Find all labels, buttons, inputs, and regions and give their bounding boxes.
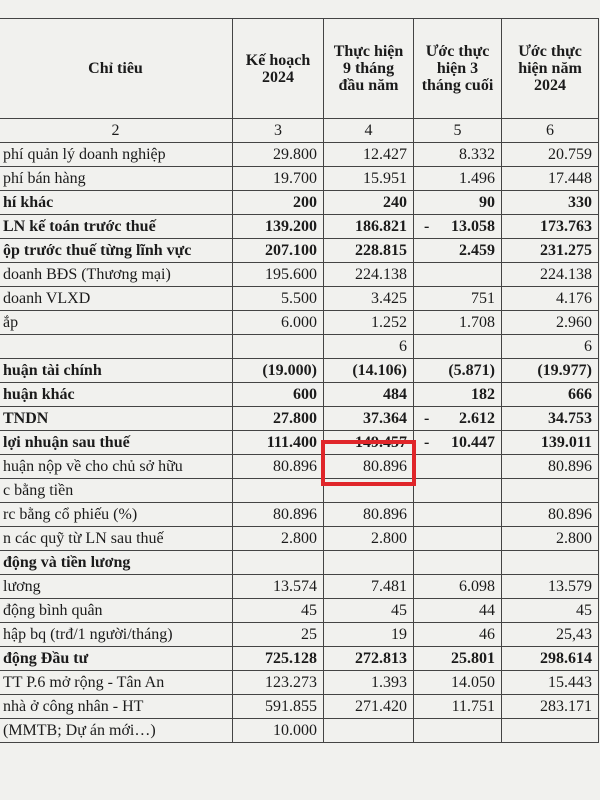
value-uoc-3-thang	[414, 167, 502, 191]
value-thuc-hien-9-thang: 271.420	[324, 695, 414, 719]
row-label: doanh VLXD	[0, 287, 233, 311]
value-text: 90	[479, 193, 495, 211]
row-label: phí quản lý doanh nghiệp	[0, 143, 233, 167]
header-chi-tieu: Chỉ tiêu	[0, 19, 233, 119]
row-label: TNDN	[0, 407, 233, 431]
value-uoc-nam: 173.763	[502, 215, 599, 239]
value-thuc-hien-9-thang: 1.393	[324, 671, 414, 695]
value-ke-hoach: 13.574	[233, 575, 324, 599]
row-label: lợi nhuận sau thuế	[0, 431, 233, 455]
column-number: 6	[502, 119, 599, 143]
value-ke-hoach: 200	[233, 191, 324, 215]
value-uoc-nam	[502, 719, 599, 743]
value-uoc-3-thang	[414, 671, 502, 695]
value-text: (5.871)	[448, 361, 495, 379]
value-uoc-3-thang	[414, 599, 502, 623]
value-uoc-3-thang	[414, 623, 502, 647]
row-label: doanh BĐS (Thương mại)	[0, 263, 233, 287]
value-uoc-3-thang	[414, 527, 502, 551]
value-ke-hoach: 19.700	[233, 167, 324, 191]
value-uoc-nam: 2.800	[502, 527, 599, 551]
table-row	[0, 383, 599, 407]
value-uoc-nam: 231.275	[502, 239, 599, 263]
value-uoc-nam: 34.753	[502, 407, 599, 431]
value-text: 44	[479, 601, 495, 619]
value-text: 182	[471, 385, 495, 403]
value-uoc-3-thang	[414, 575, 502, 599]
value-ke-hoach: 45	[233, 599, 324, 623]
table-row	[0, 311, 599, 335]
table-row	[0, 671, 599, 695]
table-row	[0, 479, 599, 503]
value-uoc-nam: 283.171	[502, 695, 599, 719]
table-row	[0, 527, 599, 551]
value-uoc-nam: 20.759	[502, 143, 599, 167]
value-text: 2.612	[459, 409, 495, 427]
value-text: 10.447	[451, 433, 495, 451]
value-ke-hoach: 207.100	[233, 239, 324, 263]
value-ke-hoach	[233, 335, 324, 359]
value-uoc-nam: 330	[502, 191, 599, 215]
value-ke-hoach: (19.000)	[233, 359, 324, 383]
value-thuc-hien-9-thang: 15.951	[324, 167, 414, 191]
row-label: nhà ở công nhân - HT	[0, 695, 233, 719]
value-uoc-3-thang	[414, 431, 502, 455]
table-row	[0, 167, 599, 191]
value-ke-hoach: 80.896	[233, 503, 324, 527]
value-uoc-3-thang	[414, 719, 502, 743]
value-thuc-hien-9-thang: 7.481	[324, 575, 414, 599]
financial-table	[0, 18, 599, 743]
value-uoc-nam: 80.896	[502, 455, 599, 479]
value-uoc-3-thang	[414, 695, 502, 719]
table-row	[0, 431, 599, 455]
column-number: 5	[414, 119, 502, 143]
table-row	[0, 647, 599, 671]
row-label: huận tài chính	[0, 359, 233, 383]
value-thuc-hien-9-thang: 2.800	[324, 527, 414, 551]
value-uoc-nam: 666	[502, 383, 599, 407]
value-thuc-hien-9-thang: 272.813	[324, 647, 414, 671]
value-thuc-hien-9-thang: 484	[324, 383, 414, 407]
table-row	[0, 215, 599, 239]
value-thuc-hien-9-thang: 224.138	[324, 263, 414, 287]
header-ke-hoach: Kế hoạch 2024	[233, 19, 324, 119]
value-uoc-nam: 298.614	[502, 647, 599, 671]
table-row	[0, 359, 599, 383]
value-ke-hoach: 591.855	[233, 695, 324, 719]
value-ke-hoach: 600	[233, 383, 324, 407]
header-row	[0, 19, 599, 119]
value-uoc-3-thang	[414, 215, 502, 239]
value-ke-hoach: 195.600	[233, 263, 324, 287]
value-thuc-hien-9-thang: 45	[324, 599, 414, 623]
value-uoc-nam	[502, 479, 599, 503]
table-row	[0, 599, 599, 623]
table-row	[0, 623, 599, 647]
table-row	[0, 719, 599, 743]
value-ke-hoach: 29.800	[233, 143, 324, 167]
row-label: huận khác	[0, 383, 233, 407]
table-row	[0, 335, 599, 359]
value-uoc-nam	[502, 551, 599, 575]
value-uoc-nam: 139.011	[502, 431, 599, 455]
value-uoc-3-thang	[414, 311, 502, 335]
value-uoc-3-thang	[414, 263, 502, 287]
value-text: 1.496	[459, 169, 495, 187]
row-label: lương	[0, 575, 233, 599]
row-label: TT P.6 mở rộng - Tân An	[0, 671, 233, 695]
column-number-row	[0, 119, 599, 143]
value-text: 25.801	[451, 649, 495, 667]
value-text: 2.459	[459, 241, 495, 259]
value-uoc-nam: 224.138	[502, 263, 599, 287]
negative-dash: -	[424, 433, 430, 451]
value-uoc-3-thang	[414, 503, 502, 527]
value-text: 11.751	[451, 697, 495, 715]
row-label: n các quỹ từ LN sau thuế	[0, 527, 233, 551]
table-row	[0, 575, 599, 599]
row-label: LN kế toán trước thuế	[0, 215, 233, 239]
value-thuc-hien-9-thang: 6	[324, 335, 414, 359]
value-uoc-nam: 6	[502, 335, 599, 359]
value-uoc-nam: 15.443	[502, 671, 599, 695]
value-uoc-nam: 4.176	[502, 287, 599, 311]
value-uoc-3-thang	[414, 647, 502, 671]
table-row	[0, 191, 599, 215]
value-thuc-hien-9-thang: 3.425	[324, 287, 414, 311]
value-thuc-hien-9-thang: 149.457	[324, 431, 414, 455]
row-label: rc bằng cổ phiếu (%)	[0, 503, 233, 527]
value-ke-hoach: 80.896	[233, 455, 324, 479]
value-ke-hoach: 2.800	[233, 527, 324, 551]
row-label: hí khác	[0, 191, 233, 215]
value-text: 8.332	[459, 145, 495, 163]
column-number: 4	[324, 119, 414, 143]
value-thuc-hien-9-thang: 37.364	[324, 407, 414, 431]
value-uoc-3-thang	[414, 407, 502, 431]
value-uoc-3-thang	[414, 551, 502, 575]
row-label: huận nộp về cho chủ sở hữu	[0, 455, 233, 479]
row-label: c bằng tiền	[0, 479, 233, 503]
value-text: 751	[471, 289, 495, 307]
value-uoc-3-thang	[414, 335, 502, 359]
value-ke-hoach: 139.200	[233, 215, 324, 239]
value-uoc-nam: 80.896	[502, 503, 599, 527]
value-thuc-hien-9-thang: (14.106)	[324, 359, 414, 383]
value-ke-hoach: 725.128	[233, 647, 324, 671]
value-uoc-3-thang	[414, 191, 502, 215]
value-thuc-hien-9-thang: 80.896	[324, 503, 414, 527]
row-label	[0, 335, 233, 359]
table-row	[0, 551, 599, 575]
header-uoc-3-thang: Ước thực hiện 3 tháng cuối	[414, 19, 502, 119]
row-label: ắp	[0, 311, 233, 335]
value-thuc-hien-9-thang	[324, 719, 414, 743]
value-ke-hoach: 111.400	[233, 431, 324, 455]
header-uoc-nam: Ước thực hiện năm 2024	[502, 19, 599, 119]
table-row	[0, 455, 599, 479]
row-label: động Đầu tư	[0, 647, 233, 671]
value-uoc-nam: 45	[502, 599, 599, 623]
value-uoc-nam: 25,43	[502, 623, 599, 647]
value-uoc-3-thang	[414, 359, 502, 383]
row-label: động và tiền lương	[0, 551, 233, 575]
value-text: 1.708	[459, 313, 495, 331]
value-text: 46	[479, 625, 495, 643]
row-label: ộp trước thuế từng lĩnh vực	[0, 239, 233, 263]
value-uoc-nam: 17.448	[502, 167, 599, 191]
value-thuc-hien-9-thang	[324, 551, 414, 575]
value-text: 13.058	[451, 217, 495, 235]
value-text: 14.050	[451, 673, 495, 691]
table-row	[0, 695, 599, 719]
value-thuc-hien-9-thang: 19	[324, 623, 414, 647]
column-number: 3	[233, 119, 324, 143]
value-ke-hoach	[233, 479, 324, 503]
value-thuc-hien-9-thang: 80.896	[324, 455, 414, 479]
row-label: động bình quân	[0, 599, 233, 623]
value-ke-hoach: 27.800	[233, 407, 324, 431]
table-row	[0, 239, 599, 263]
value-uoc-3-thang	[414, 239, 502, 263]
value-thuc-hien-9-thang: 240	[324, 191, 414, 215]
value-thuc-hien-9-thang: 12.427	[324, 143, 414, 167]
value-thuc-hien-9-thang: 186.821	[324, 215, 414, 239]
value-uoc-nam: 2.960	[502, 311, 599, 335]
table-row	[0, 263, 599, 287]
value-uoc-nam: (19.977)	[502, 359, 599, 383]
value-thuc-hien-9-thang: 228.815	[324, 239, 414, 263]
table-row	[0, 503, 599, 527]
value-uoc-3-thang	[414, 455, 502, 479]
header-thuc-hien-9-thang: Thực hiện 9 tháng đầu năm	[324, 19, 414, 119]
value-uoc-3-thang	[414, 143, 502, 167]
row-label: hập bq (trđ/1 người/tháng)	[0, 623, 233, 647]
table-row	[0, 143, 599, 167]
value-ke-hoach: 10.000	[233, 719, 324, 743]
value-uoc-3-thang	[414, 479, 502, 503]
value-uoc-3-thang	[414, 383, 502, 407]
table-row	[0, 287, 599, 311]
table-body	[0, 119, 599, 743]
negative-dash: -	[424, 217, 430, 235]
value-ke-hoach	[233, 551, 324, 575]
value-ke-hoach: 6.000	[233, 311, 324, 335]
value-uoc-3-thang	[414, 287, 502, 311]
row-label: (MMTB; Dự án mới…)	[0, 719, 233, 743]
value-ke-hoach: 123.273	[233, 671, 324, 695]
highlight-box	[321, 440, 416, 486]
value-text: 6.098	[459, 577, 495, 595]
value-uoc-nam: 13.579	[502, 575, 599, 599]
negative-dash: -	[424, 409, 430, 427]
row-label: phí bán hàng	[0, 167, 233, 191]
value-thuc-hien-9-thang: 1.252	[324, 311, 414, 335]
value-ke-hoach: 5.500	[233, 287, 324, 311]
table-row	[0, 407, 599, 431]
value-ke-hoach: 25	[233, 623, 324, 647]
column-number: 2	[0, 119, 233, 143]
